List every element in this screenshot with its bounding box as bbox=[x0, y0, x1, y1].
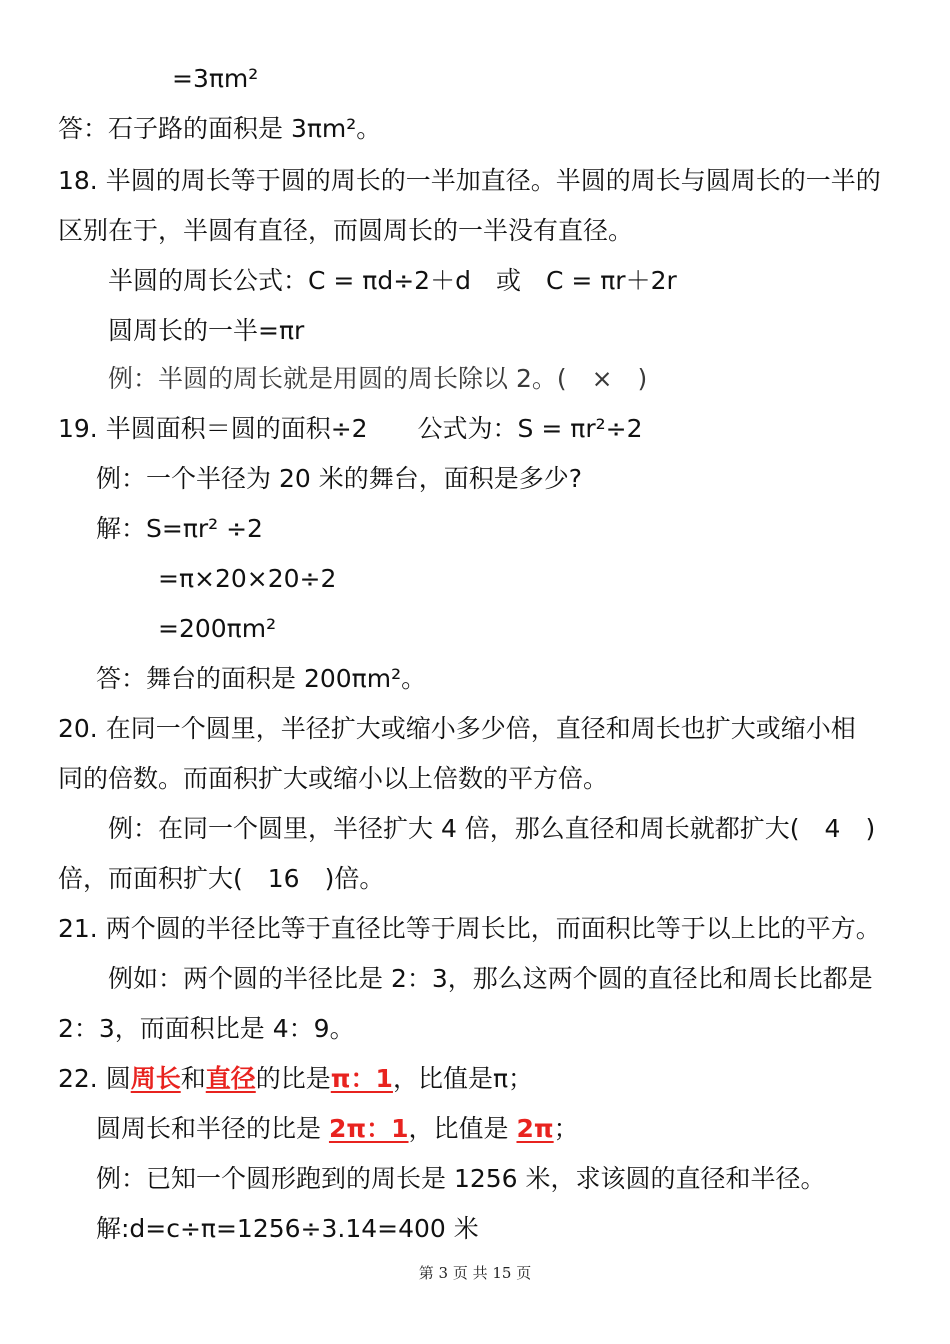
item-18-line1: 18. 半圆的周长等于圆的周长的一半加直径。半圆的周长与圆周长的一半的 bbox=[58, 166, 881, 195]
item-18-line2: 区别在于，半圆有直径，而圆周长的一半没有直径。 bbox=[58, 216, 634, 245]
item-21-line: 21. 两个圆的半径比等于直径比等于周长比，而面积比等于以上比的平方。 bbox=[58, 914, 881, 943]
radius-line-prefix: 圆周长和半径的比是 bbox=[96, 1114, 329, 1143]
value-2pi: 2π bbox=[516, 1114, 554, 1143]
item-22-solution: 解:d=c÷π=1256÷3.14=400 米 bbox=[96, 1214, 479, 1243]
half-circumference-formula: 圆周长的一半=πr bbox=[108, 316, 305, 345]
item-20-line2: 同的倍数。而面积扩大或缩小以上倍数的平方倍。 bbox=[58, 764, 609, 793]
highlight-circumference: 周长 bbox=[130, 1064, 181, 1093]
semicircle-perimeter-formula: 半圆的周长公式：C = πd÷2＋d 或 C = πr＋2r bbox=[108, 266, 677, 295]
item-22-and: 和 bbox=[180, 1064, 206, 1093]
item-21-example-line1: 例如：两个圆的半径比是 2：3，那么这两个圆的直径比和周长比都是 bbox=[108, 964, 873, 993]
item-22-radius-line bbox=[96, 1112, 579, 1146]
item-18-example: 例：半圆的周长就是用圆的周长除以 2。( × ) bbox=[108, 364, 648, 393]
item-22-suffix: ，比值是π； bbox=[392, 1064, 534, 1093]
item-20-example-line1: 例：在同一个圆里，半径扩大 4 倍，那么直径和周长就都扩大( 4 ) bbox=[108, 814, 876, 843]
page-footer: 第 3 页 共 15 页 bbox=[418, 1264, 532, 1282]
item-22-mid: 的比是 bbox=[255, 1064, 331, 1093]
item-19-answer: 答：舞台的面积是 200πm²。 bbox=[96, 664, 427, 693]
item-22-line bbox=[58, 1062, 533, 1096]
area-result-line: =3πm² bbox=[172, 64, 259, 93]
item-19-solution-step2: =π×20×20÷2 bbox=[158, 564, 337, 593]
ratio-2pi-to-1: 2π：1 bbox=[328, 1114, 409, 1143]
item-20-example-line2: 倍，而面积扩大( 16 )倍。 bbox=[58, 864, 385, 893]
item-19-solution-step1: 解：S=πr² ÷2 bbox=[96, 514, 263, 543]
highlight-diameter: 直径 bbox=[205, 1064, 256, 1093]
answer-stone-path: 答：石子路的面积是 3πm²。 bbox=[58, 114, 382, 143]
radius-line-suffix: ； bbox=[553, 1114, 579, 1143]
ratio-pi-to-1: π：1 bbox=[330, 1064, 393, 1093]
radius-line-mid: ，比值是 bbox=[408, 1114, 517, 1143]
item-19-example: 例：一个半径为 20 米的舞台，面积是多少? bbox=[96, 464, 582, 493]
item-19-solution-step3: =200πm² bbox=[158, 614, 277, 643]
item-20-line1: 20. 在同一个圆里，半径扩大或缩小多少倍，直径和周长也扩大或缩小相 bbox=[58, 714, 856, 743]
item-19-line: 19. 半圆面积＝圆的面积÷2 公式为：S = πr²÷2 bbox=[58, 414, 643, 443]
item-22-prefix: 22. 圆 bbox=[58, 1064, 131, 1093]
item-22-example: 例：已知一个圆形跑到的周长是 1256 米，求该圆的直径和半径。 bbox=[96, 1164, 826, 1193]
item-21-example-line2: 2：3，而面积比是 4：9。 bbox=[58, 1014, 355, 1043]
